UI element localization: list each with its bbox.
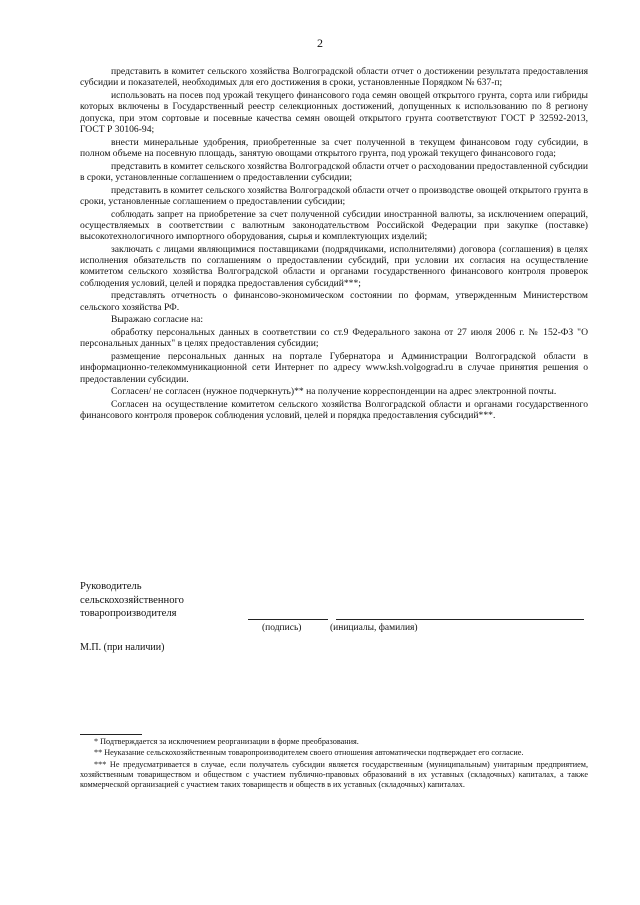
paragraph: размещение персональных данных на портале Губернатора и Администрации Волгоградской области в информационно-телекоммуникационной сети Интернет по адресу www.ksh.volgograd.ru в случае принятия решения о предоставлении субсидии.	[80, 351, 588, 385]
page-number: 2	[317, 36, 323, 50]
paragraph: заключать с лицами являющимися поставщиками (подрядчиками, исполнителями) договора (соглашения) в целях исполнения обязательств по соглашениям о предоставлении субсидий, при условии их согласия на осуществление комитетом сельского хозяйства Волгоградской области и органами государственного финансового контроля проверок соблюдения условий, целей и порядка предоставления субсидий***;	[80, 243, 588, 289]
signature-label-line2: сельскохозяйственного	[80, 594, 184, 606]
signature-line	[248, 619, 328, 620]
paragraph: представить в комитет сельского хозяйства Волгоградской области отчет о расходовании предоставленной субсидии в сроки, установленные соглашением о предоставлении субсидии;	[80, 160, 588, 183]
paragraph: использовать на посев под урожай текущего финансового года семян овощей открытого грунта, сорта или гибриды которых включены в Государственный реестр селекционных достижений, допущенных к использованию по 8 региону допуска, при этом сортовые и посевные качества семян овощей открытого грунта соответствуют ГОСТ Р 32592-2013, ГОСТ Р 30106-94;	[80, 89, 588, 135]
paragraph: внести минеральные удобрения, приобретенные за счет полученной в текущем финансовом году субсидии, в полном объеме на посевную площадь, занятую овощами открытого грунта, под урожай текущего финансового года;	[80, 136, 588, 159]
consent-heading: Выражаю согласие на:	[111, 314, 204, 326]
footnote: * Подтверждается за исключением реорганизации в форме преобразования.	[94, 737, 359, 746]
paragraph: соблюдать запрет на приобретение за счет полученной субсидии иностранной валюты, за исключением операций, осуществляемых в соответствии с валютным законодательством Российской Федерации при закупке (поставке) высокотехнологичного импортного оборудования, сырья и комплектующих изделий;	[80, 208, 588, 243]
paragraph: представить в комитет сельского хозяйства Волгоградской области отчет о достижении результата предоставления субсидии и показателей, необходимых для его достижения в сроки, установленные Порядком № 637-п;	[80, 66, 588, 89]
stamp-label: М.П. (при наличии)	[80, 642, 165, 653]
footnote-divider	[80, 734, 142, 735]
name-line	[336, 619, 584, 620]
name-caption: (инициалы, фамилия)	[330, 623, 418, 633]
footnote: *** Не предусматривается в случае, если получатель субсидии является государственным (муниципальным) унитарным предприятием, хозяйственным товариществом и обществом с участием публично-правовых образований в их уставных (складочных) капиталах, а также коммерческой организацией с участием таких товариществ и обществ в их уставных (складочных) капиталах.	[80, 759, 588, 790]
paragraph: Согласен на осуществление комитетом сельского хозяйства Волгоградской области и органами государственного финансового контроля проверок соблюдения условий, целей и порядка предоставления субсидий***.	[80, 399, 588, 422]
paragraph: обработку персональных данных в соответствии со ст.9 Федерального закона от 27 июля 2006 г. № 152-ФЗ "О персональных данных" в целях предоставления субсидии;	[80, 327, 588, 350]
signature-label-line3: товаропроизводителя	[80, 608, 177, 619]
paragraph: Согласен/ не согласен (нужное подчеркнуть)** на получение корреспонденции на адрес электронной почты.	[111, 386, 557, 398]
footnotes	[80, 737, 588, 792]
signature-label-line1: Руководитель	[80, 581, 142, 592]
paragraph: представлять отчетность о финансово-экономическом состоянии по формам, утвержденным Министерством сельского хозяйства РФ.	[80, 290, 588, 313]
document-body	[80, 66, 588, 423]
paragraph: представить в комитет сельского хозяйства Волгоградской области отчет о производстве овощей открытого грунта в сроки, установленные соглашением о предоставлении субсидии;	[80, 184, 588, 207]
footnote: ** Неуказание сельскохозяйственным товаропроизводителем своего отношения автоматически подтверждает его согласие.	[94, 748, 524, 758]
signature-caption: (подпись)	[262, 623, 302, 633]
signature-block	[80, 580, 184, 621]
